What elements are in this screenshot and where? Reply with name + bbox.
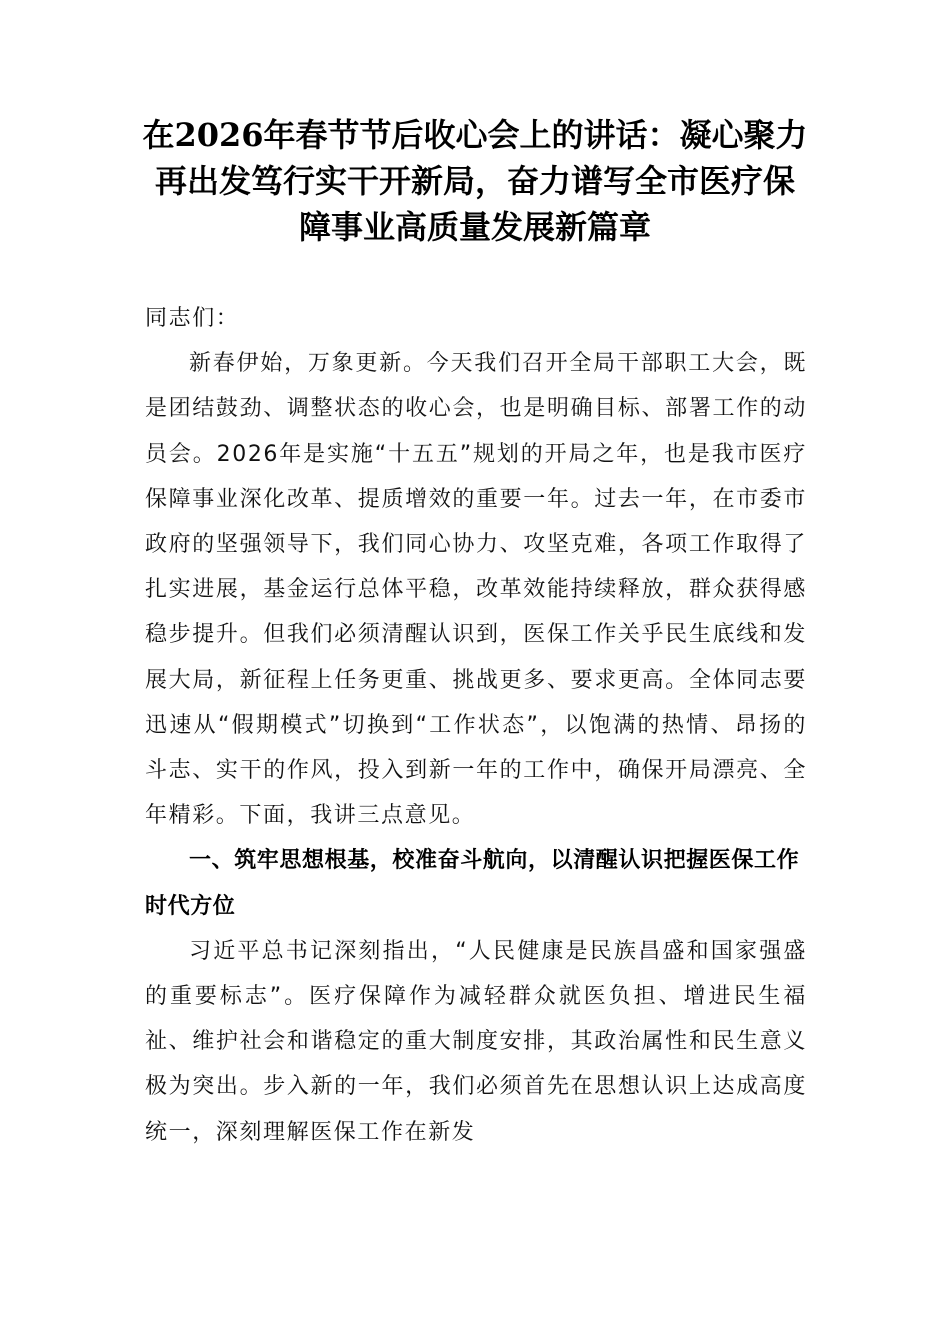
intro-paragraph: 新春伊始，万象更新。今天我们召开全局干部职工大会，既是团结鼓劲、调整状态的收心会，也是明确目标、部署工作的动员会。2026年是实施“十五五”规划的开局之年，也是我市医疗保障事业深化改革、提质增效的重要一年。过去一年，在市委市政府的坚强领导下，我们同心协力、攻坚克难，各项工作取得了扎实进展，基金运行总体平稳，改革效能持续释放，群众获得感稳步提升。但我们必须清醒认识到，医保工作关乎民生底线和发展大局，新征程上任务更重、挑战更多、要求更高。全体同志要迅速从“假期模式”切换到“工作状态”，以饱满的热情、昂扬的斗志、实干的作风，投入到新一年的工作中，确保开局漂亮、全年精彩。下面，我讲三点意见。	[145, 351, 807, 829]
document-body	[145, 296, 807, 1155]
salutation: 同志们：	[145, 306, 240, 331]
section-paragraph: 习近平总书记深刻指出，“人民健康是民族昌盛和国家强盛的重要标志”。医疗保障作为减轻群众就医负担、增进民生福祉、维护社会和谐稳定的重大制度安排，其政治属性和民生意义极为突出。步入新的一年，我们必须首先在思想认识上达成高度统一，深刻理解医保工作在新发	[145, 938, 807, 1145]
section-heading: 一、筑牢思想根基，校准奋斗航向，以清醒认识把握医保工作时代方位	[145, 848, 800, 919]
document-title: 在2026年春节节后收心会上的讲话：凝心聚力再出发笃行实干开新局，奋力谱写全市医疗保障事业高质量发展新篇章	[142, 116, 808, 246]
